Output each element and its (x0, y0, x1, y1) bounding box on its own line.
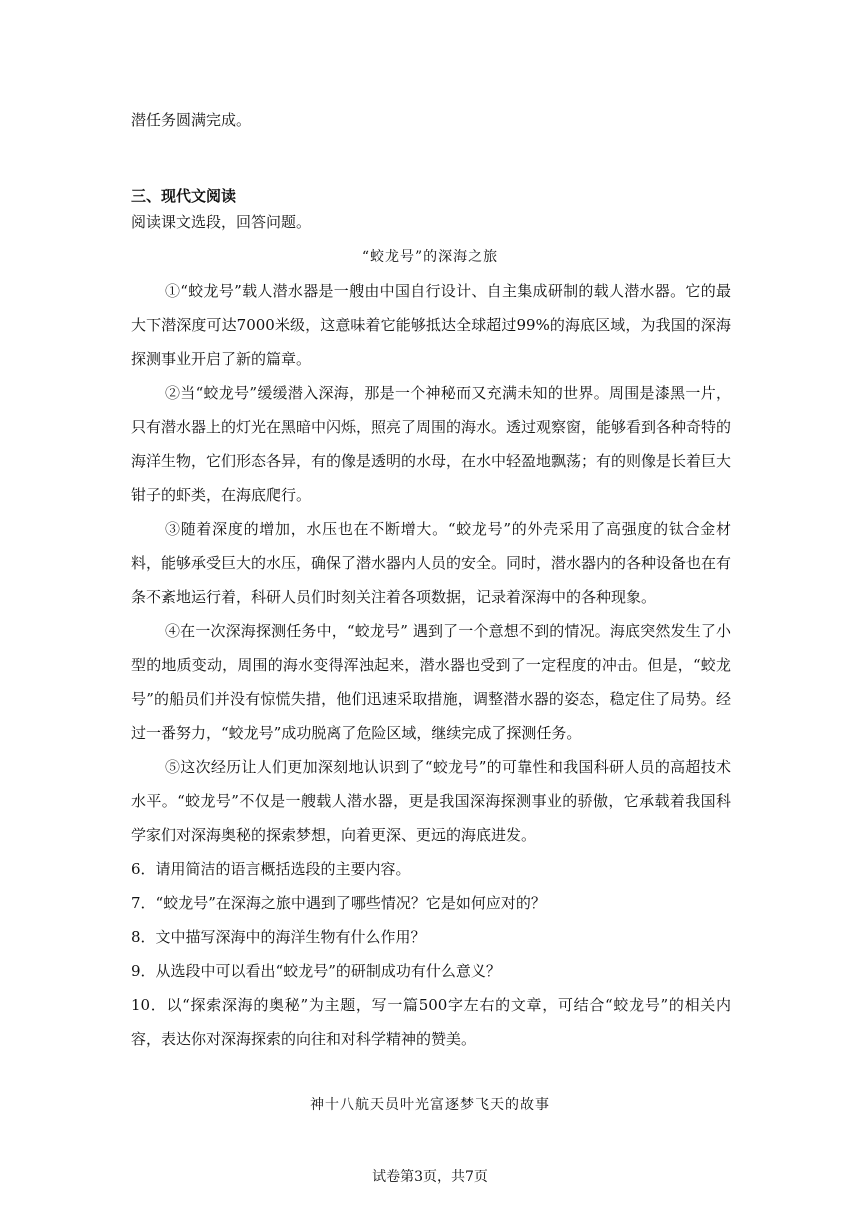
reading-instruction: 阅读课文选段，回答问题。 (131, 213, 312, 231)
passage-paragraph-5: ⑤这次经历让人们更加深刻地认识到了“蛟龙号”的可靠性和我国科研人员的高超技术水平。“蛟龙号”不仅是一艘载人潜水器，更是我国深海探测事业的骄傲，它承载着我国科学家们对深海奥秘的探索梦想，向着更深、更远的海底进发。 (131, 758, 731, 844)
question-9: 9．从选段中可以看出“蛟龙号”的研制成功有什么意义？ (131, 962, 501, 980)
previous-text-fragment: 潜任务圆满完成。 (131, 111, 252, 129)
passage-title: “蛟龙号”的深海之旅 (361, 249, 499, 265)
passage-paragraph-1: ①“蛟龙号”载人潜水器是一艘由中国自行设计、自主集成研制的载人潜水器。它的最大下潜深度可达7000米级，这意味着它能够抵达全球超过99%的海底区域，为我国的深海探测事业开启了新的篇章。 (131, 282, 731, 368)
passage-paragraph-2: ②当“蛟龙号”缓缓潜入深海，那是一个神秘而又充满未知的世界。周围是漆黑一片，只有潜水器上的灯光在黑暗中闪烁，照亮了周围的海水。透过观察窗，能够看到各种奇特的海洋生物，它们形态各异，有的像是透明的水母，在水中轻盈地飘荡；有的则像是长着巨大钳子的虾类，在海底爬行。 (131, 384, 732, 504)
question-6: 6．请用简洁的语言概括选段的主要内容。 (131, 860, 411, 878)
question-8: 8．文中描写深海中的海洋生物有什么作用？ (131, 928, 426, 946)
question-7: 7．“蛟龙号”在深海之旅中遇到了哪些情况？它是如何应对的？ (131, 894, 546, 912)
question-10: 10．以“探索深海的奥秘”为主题，写一篇500字左右的文章，可结合“蛟龙号”的相关内容，表达你对深海探索的向往和对科学精神的赞美。 (131, 996, 731, 1048)
passage-paragraph-4: ④在一次深海探测任务中，“蛟龙号” 遇到了一个意想不到的情况。海底突然发生了小型的地质变动，周围的海水变得浑浊起来，潜水器也受到了一定程度的冲击。但是，“蛟龙号”的船员们并没有惊慌失措，他们迅速采取措施，调整潜水器的姿态，稳定住了局势。经过一番努力，“蛟龙号”成功脱离了危险区域，继续完成了探测任务。 (131, 622, 731, 742)
section-heading: 三、现代文阅读 (131, 187, 237, 205)
passage-paragraph-3: ③随着深度的增加，水压也在不断增大。“蛟龙号”的外壳采用了高强度的钛合金材料，能够承受巨大的水压，确保了潜水器内人员的安全。同时，潜水器内的各种设备也在有条不紊地运行着，科研人员们时刻关注着各项数据，记录着深海中的各种现象。 (131, 520, 732, 606)
page-footer: 试卷第3页，共7页 (372, 1169, 488, 1185)
next-passage-title: 神十八航天员叶光富逐梦飞天的故事 (310, 1097, 550, 1113)
